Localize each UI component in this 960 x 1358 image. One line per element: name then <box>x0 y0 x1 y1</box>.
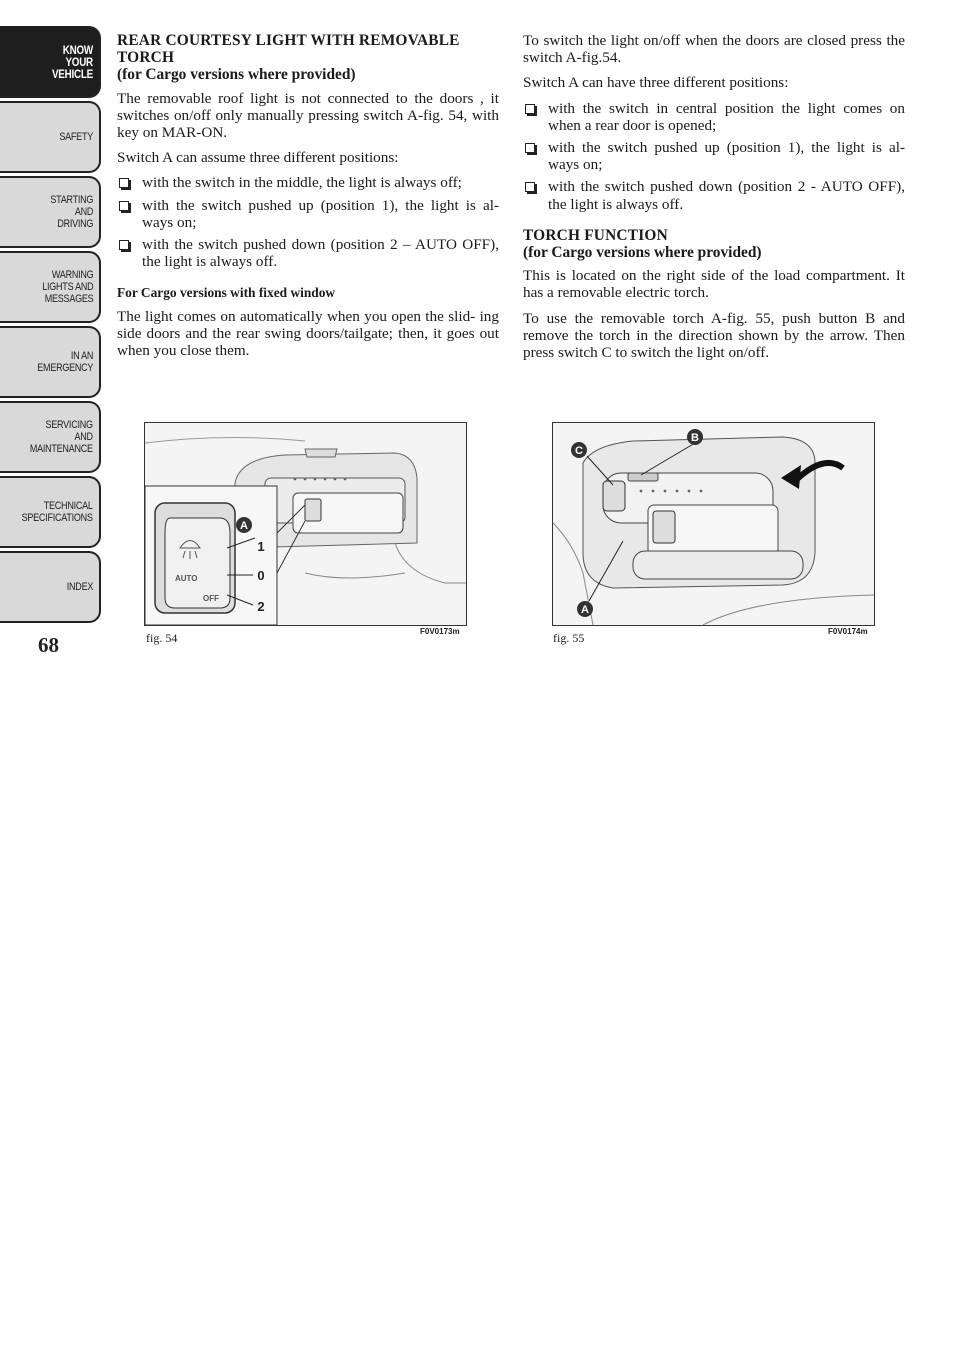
position-1-label: 1 <box>257 539 265 554</box>
section-heading: REAR COURTESY LIGHT WITH REMOVABLE <box>117 32 460 49</box>
tab-warning-lights[interactable] <box>0 251 101 323</box>
right-column <box>523 32 905 369</box>
paragraph: Switch A can have three different positions: <box>523 74 789 92</box>
paragraph: The light comes on automatically when you open the slid- ing side doors and the rear swing doors/tailgate; then, it goes out when you close them. <box>117 307 499 360</box>
bullet-list <box>117 174 499 270</box>
figure-caption: fig. 54 <box>146 631 178 645</box>
list-item: with the switch pushed down (position 2 - AUTO OFF), the light is always off. <box>523 178 905 212</box>
callout-a: A <box>581 604 589 616</box>
tab-starting-and-driving[interactable] <box>0 176 101 248</box>
switch-auto-label: AUTO <box>175 574 198 583</box>
chapter-tabs <box>0 26 101 626</box>
list-item: with the switch pushed up (position 1), the light is al- ways on; <box>117 197 499 231</box>
paragraph: The removable roof light is not connected to the doors , it switches on/off only manually pressing switch A-fig. 54, with key on MAR-ON. <box>117 89 499 142</box>
tab-label: SERVICING AND MAINTENANCE <box>30 419 93 455</box>
figure-caption: fig. 55 <box>553 631 585 645</box>
paragraph: To switch the light on/off when the doors are closed press the switch A-fig.54. <box>523 32 905 67</box>
tab-label: IN AN EMERGENCY <box>37 350 93 374</box>
tab-label: KNOW YOUR VEHICLE <box>52 43 93 81</box>
tab-safety[interactable] <box>0 101 101 173</box>
paragraph: Switch A can assume three different positions: <box>117 149 399 167</box>
subsection-heading: For Cargo versions with fixed window <box>117 285 336 301</box>
tab-know-your-vehicle[interactable] <box>0 26 101 98</box>
checkbox-bullet-icon <box>119 201 129 211</box>
switch-off-label: OFF <box>203 594 219 603</box>
checkbox-bullet-icon <box>525 182 535 192</box>
checkbox-bullet-icon <box>119 178 129 188</box>
checkbox-bullet-icon <box>525 104 535 114</box>
figure-55 <box>552 422 875 626</box>
section-heading-cont: TORCH <box>117 49 175 67</box>
tab-label: INDEX <box>66 581 93 593</box>
figure-54 <box>144 422 467 626</box>
section-subheading: (for Cargo versions where provided) <box>523 244 762 262</box>
position-0-label: 0 <box>257 568 265 583</box>
paragraph: To use the removable torch A-fig. 55, push button B and remove the torch in the direction shown by the arrow. Then press switch C to switch the light on/off. <box>523 309 905 362</box>
section-heading: TORCH FUNCTION <box>523 226 668 244</box>
callout-a: A <box>240 520 248 532</box>
tab-label: SAFETY <box>59 131 93 143</box>
courtesy-light-switch-illustration <box>145 423 466 625</box>
tab-label: STARTING AND DRIVING <box>50 194 93 230</box>
tab-label: WARNING LIGHTS AND MESSAGES <box>41 269 93 305</box>
section-subheading: (for Cargo versions where provided) <box>117 66 356 84</box>
list-item: with the switch pushed up (position 1), the light is al- ways on; <box>523 139 905 173</box>
checkbox-bullet-icon <box>119 240 129 250</box>
checkbox-bullet-icon <box>525 143 535 153</box>
callout-b: B <box>691 432 699 444</box>
list-item: with the switch in central position the light comes on when a rear door is opened; <box>523 100 905 134</box>
page-number: 68 <box>38 633 59 657</box>
tab-index[interactable] <box>0 551 101 623</box>
list-item: with the switch in the middle, the light is always off; <box>117 174 499 191</box>
tab-technical-specs[interactable] <box>0 476 101 548</box>
callout-c: C <box>575 445 583 457</box>
figure-code: F0V0173m <box>420 627 460 636</box>
removable-torch-illustration <box>553 423 874 625</box>
position-2-label: 2 <box>257 599 265 614</box>
tab-in-an-emergency[interactable] <box>0 326 101 398</box>
figure-code: F0V0174m <box>828 627 868 636</box>
bullet-list <box>523 100 905 213</box>
tab-label: TECHNICAL SPECIFICATIONS <box>21 500 93 524</box>
left-column <box>117 32 499 367</box>
tab-servicing[interactable] <box>0 401 101 473</box>
list-item: with the switch pushed down (position 2 – AUTO OFF), the light is always off. <box>117 236 499 270</box>
paragraph: This is located on the right side of the load compartment. It has a removable electric torch. <box>523 267 905 302</box>
